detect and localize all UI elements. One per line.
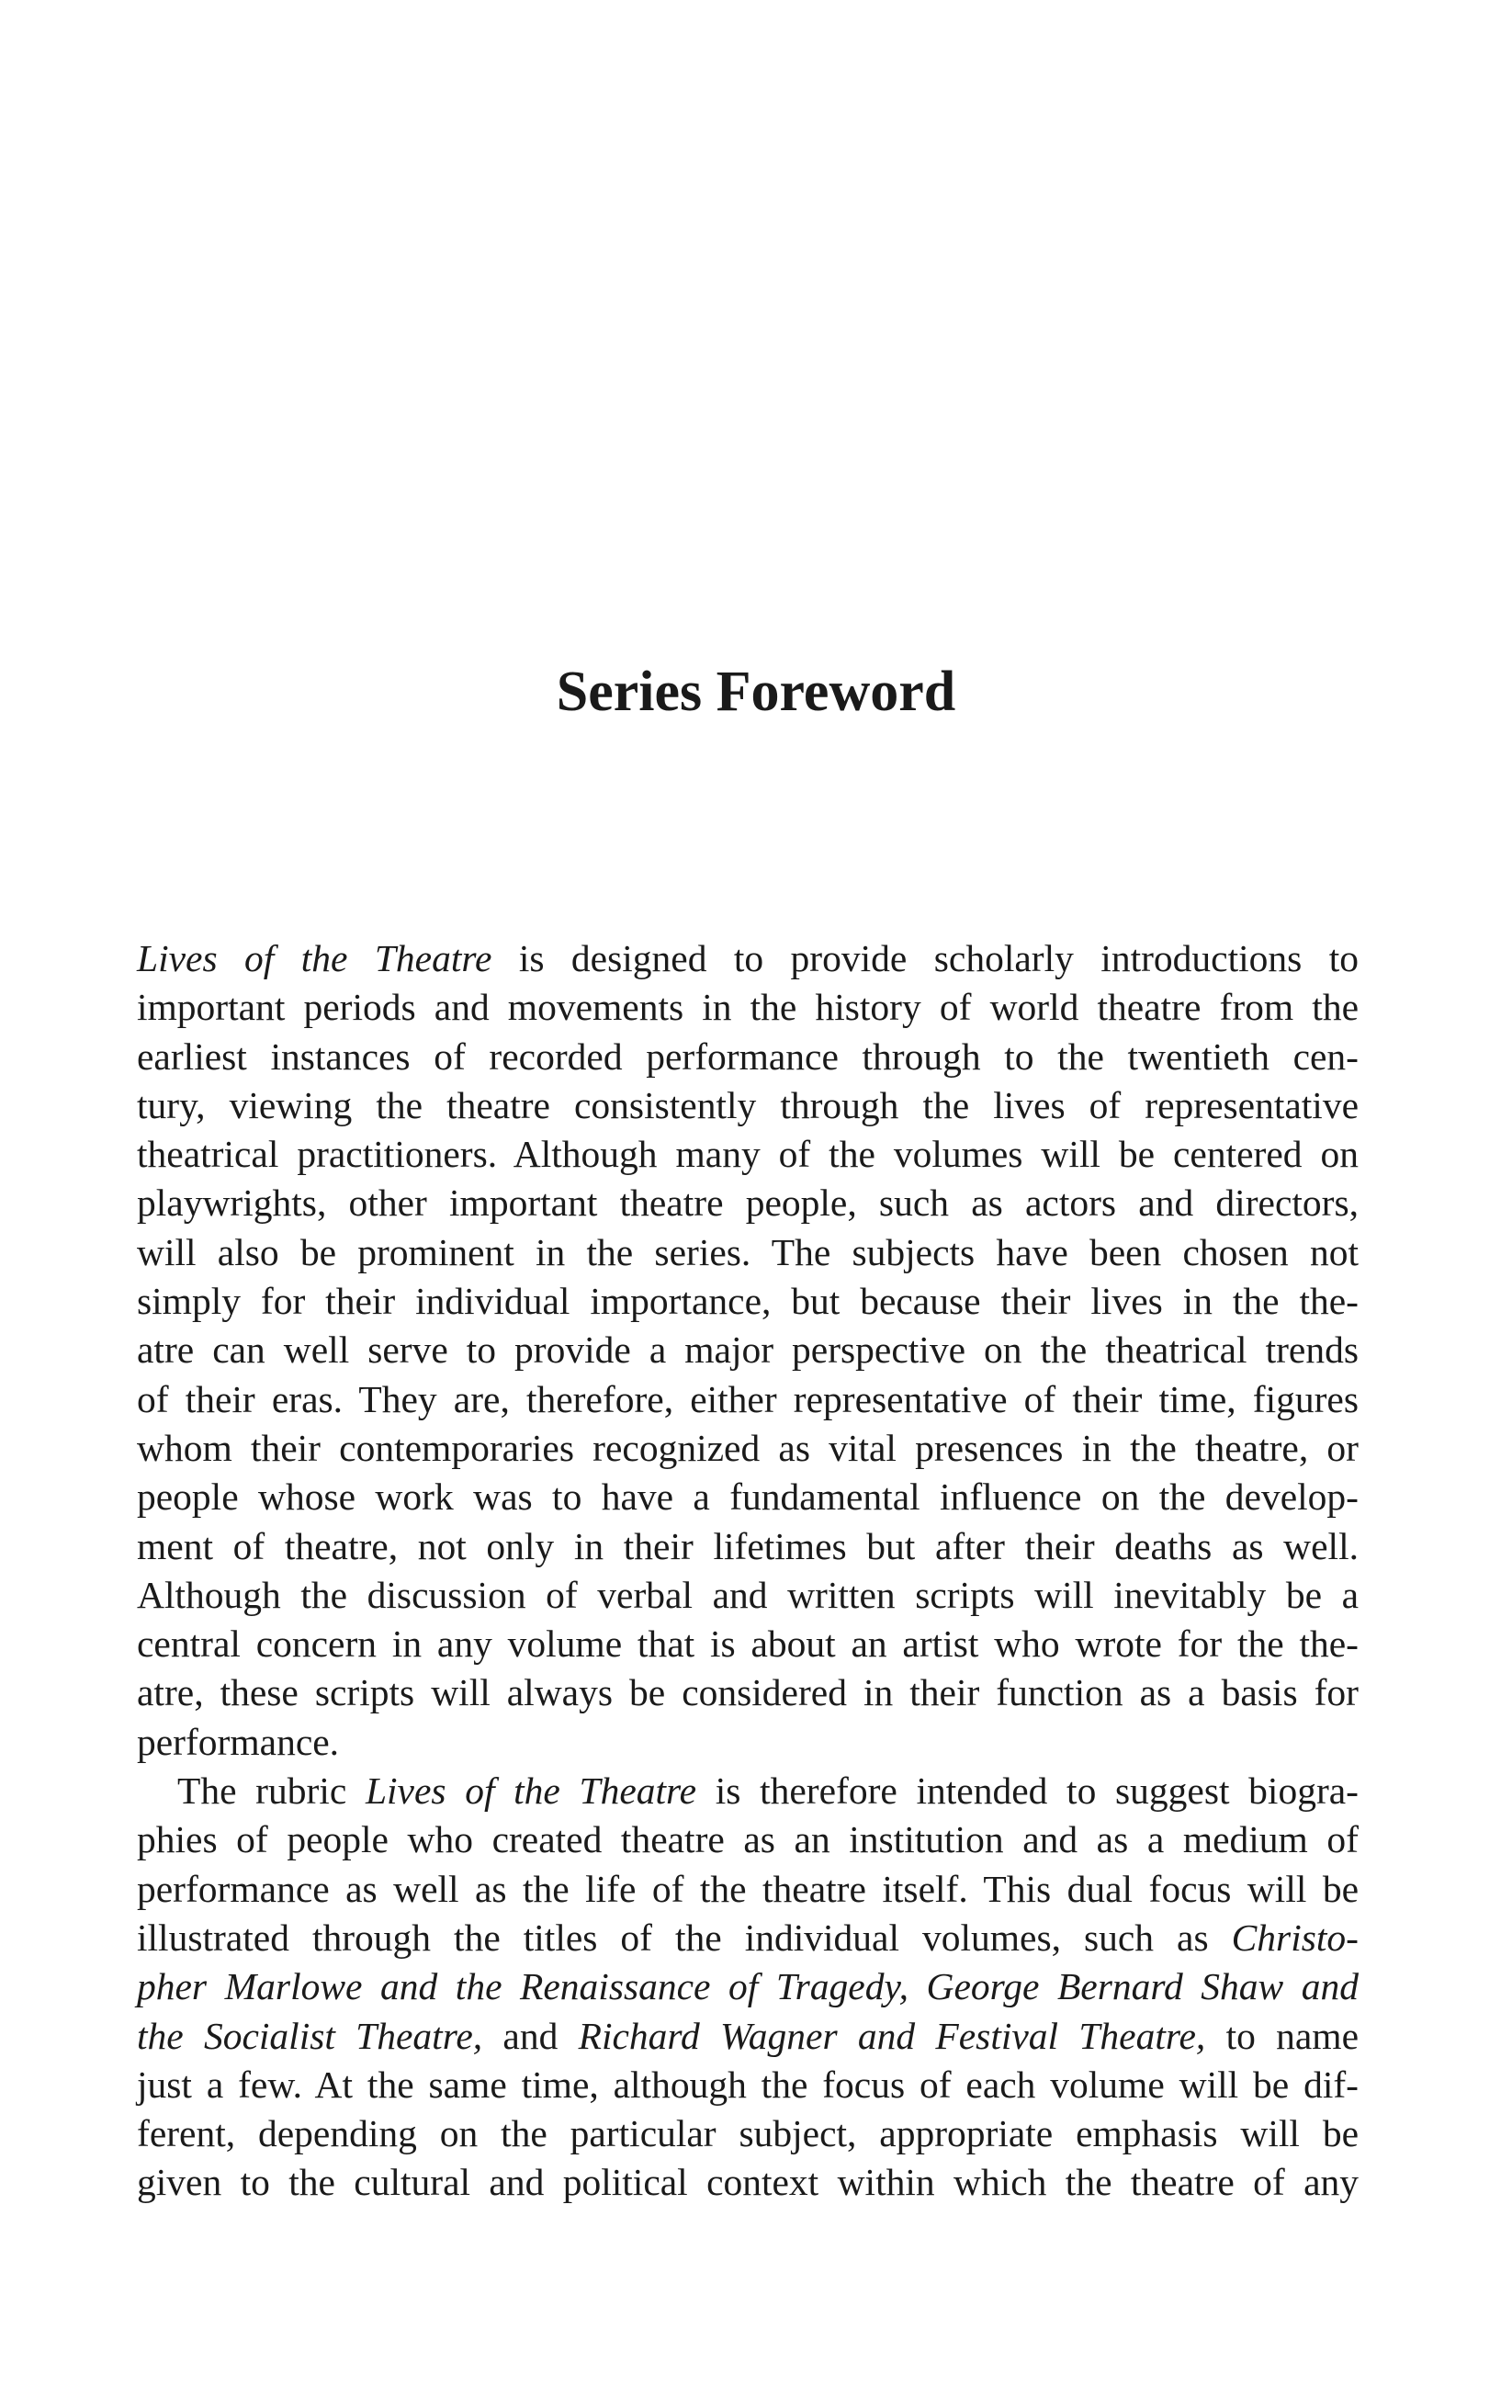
text-line bbox=[137, 1668, 1359, 1717]
text-run: is designed to provide scholarly introductions to bbox=[491, 937, 1359, 979]
text-run: atre, these scripts will always be considered in their function as a basis for bbox=[137, 1671, 1359, 1714]
text-run: of their eras. They are, therefore, either representative of their time, figures bbox=[137, 1377, 1359, 1420]
text-line bbox=[137, 1962, 1359, 2011]
italic-text: Richard Wagner and Festival Theatre, bbox=[578, 2014, 1206, 2057]
text-line bbox=[137, 1815, 1359, 1864]
italic-text: Lives of the Theatre bbox=[137, 937, 492, 979]
text-run: given to the cultural and political context within which the theatre of any bbox=[137, 2161, 1359, 2204]
text-line bbox=[137, 1228, 1359, 1277]
text-line bbox=[137, 1571, 1359, 1620]
text-run: will also be prominent in the series. The subjects have been chosen not bbox=[137, 1230, 1359, 1273]
text-run: to name bbox=[1205, 2014, 1359, 2057]
text-run: The rubric bbox=[177, 1769, 366, 1813]
text-run: performance. bbox=[137, 1720, 340, 1763]
text-line bbox=[137, 1424, 1359, 1473]
paragraph bbox=[137, 1767, 1359, 2208]
text-line bbox=[137, 2158, 1359, 2207]
text-run: simply for their individual importance, but because their lives in the the- bbox=[137, 1280, 1359, 1323]
text-run: atre can well serve to provide a major perspective on the theatrical trends bbox=[137, 1328, 1359, 1372]
text-line bbox=[137, 1522, 1359, 1571]
page-title: Series Foreword bbox=[556, 661, 956, 723]
text-line bbox=[137, 1130, 1359, 1179]
text-line bbox=[137, 1718, 1359, 1767]
text-run: important periods and movements in the history of world theatre from the bbox=[137, 986, 1359, 1029]
text-run: theatrical practitioners. Although many of the volumes will be centered on bbox=[137, 1133, 1359, 1176]
text-line bbox=[137, 1620, 1359, 1668]
text-run: Although the discussion of verbal and written scripts will inevitably be a bbox=[137, 1573, 1359, 1616]
text-run: is therefore intended to suggest biogra- bbox=[696, 1769, 1360, 1813]
text-run: earliest instances of recorded performance through to the twentieth cen- bbox=[137, 1034, 1359, 1078]
text-line bbox=[137, 983, 1359, 1032]
italic-text: Christo- bbox=[1231, 1916, 1359, 1959]
text-run: and bbox=[482, 2014, 579, 2057]
text-run: playwrights, other important theatre people, such as actors and directors, bbox=[137, 1181, 1359, 1225]
text-line bbox=[137, 1767, 1359, 1815]
text-run: illustrated through the titles of the individual volumes, such as bbox=[137, 1916, 1232, 1959]
italic-text: pher Marlowe and the Renaissance of Tragedy, George Bernard Shaw and bbox=[137, 1965, 1359, 2008]
text-run: central concern in any volume that is about an artist who wrote for the the- bbox=[137, 1622, 1359, 1666]
text-run: phies of people who created theatre as an institution and as a medium of bbox=[137, 1818, 1359, 1861]
text-line bbox=[137, 2109, 1359, 2158]
italic-text: the Socialist Theatre, bbox=[137, 2014, 483, 2057]
text-line bbox=[137, 1277, 1359, 1326]
text-run: just a few. At the same time, although the focus of each volume will be dif- bbox=[137, 2063, 1359, 2106]
paragraph bbox=[137, 934, 1359, 1767]
text-run: people whose work was to have a fundamental influence on the develop- bbox=[137, 1475, 1359, 1519]
text-line bbox=[137, 1375, 1359, 1424]
text-run: tury, viewing the theatre consistently through the lives of representative bbox=[137, 1083, 1359, 1126]
text-line bbox=[137, 1033, 1359, 1081]
body-text bbox=[137, 934, 1359, 2208]
text-run: whom their contemporaries recognized as vital presences in the theatre, or bbox=[137, 1426, 1359, 1469]
text-line bbox=[137, 1865, 1359, 1914]
italic-text: Lives of the Theatre bbox=[365, 1769, 697, 1813]
text-line bbox=[137, 1179, 1359, 1227]
text-line bbox=[137, 1081, 1359, 1130]
text-line bbox=[137, 1914, 1359, 1962]
text-run: ferent, depending on the particular subject, appropriate emphasis will be bbox=[137, 2112, 1359, 2155]
text-line bbox=[137, 2012, 1359, 2061]
text-line bbox=[137, 934, 1359, 983]
text-line bbox=[137, 2061, 1359, 2109]
text-line bbox=[137, 1326, 1359, 1374]
text-run: performance as well as the life of the theatre itself. This dual focus will be bbox=[137, 1867, 1359, 1910]
text-line bbox=[137, 1473, 1359, 1521]
text-run: ment of theatre, not only in their lifetimes but after their deaths as well. bbox=[137, 1524, 1359, 1567]
